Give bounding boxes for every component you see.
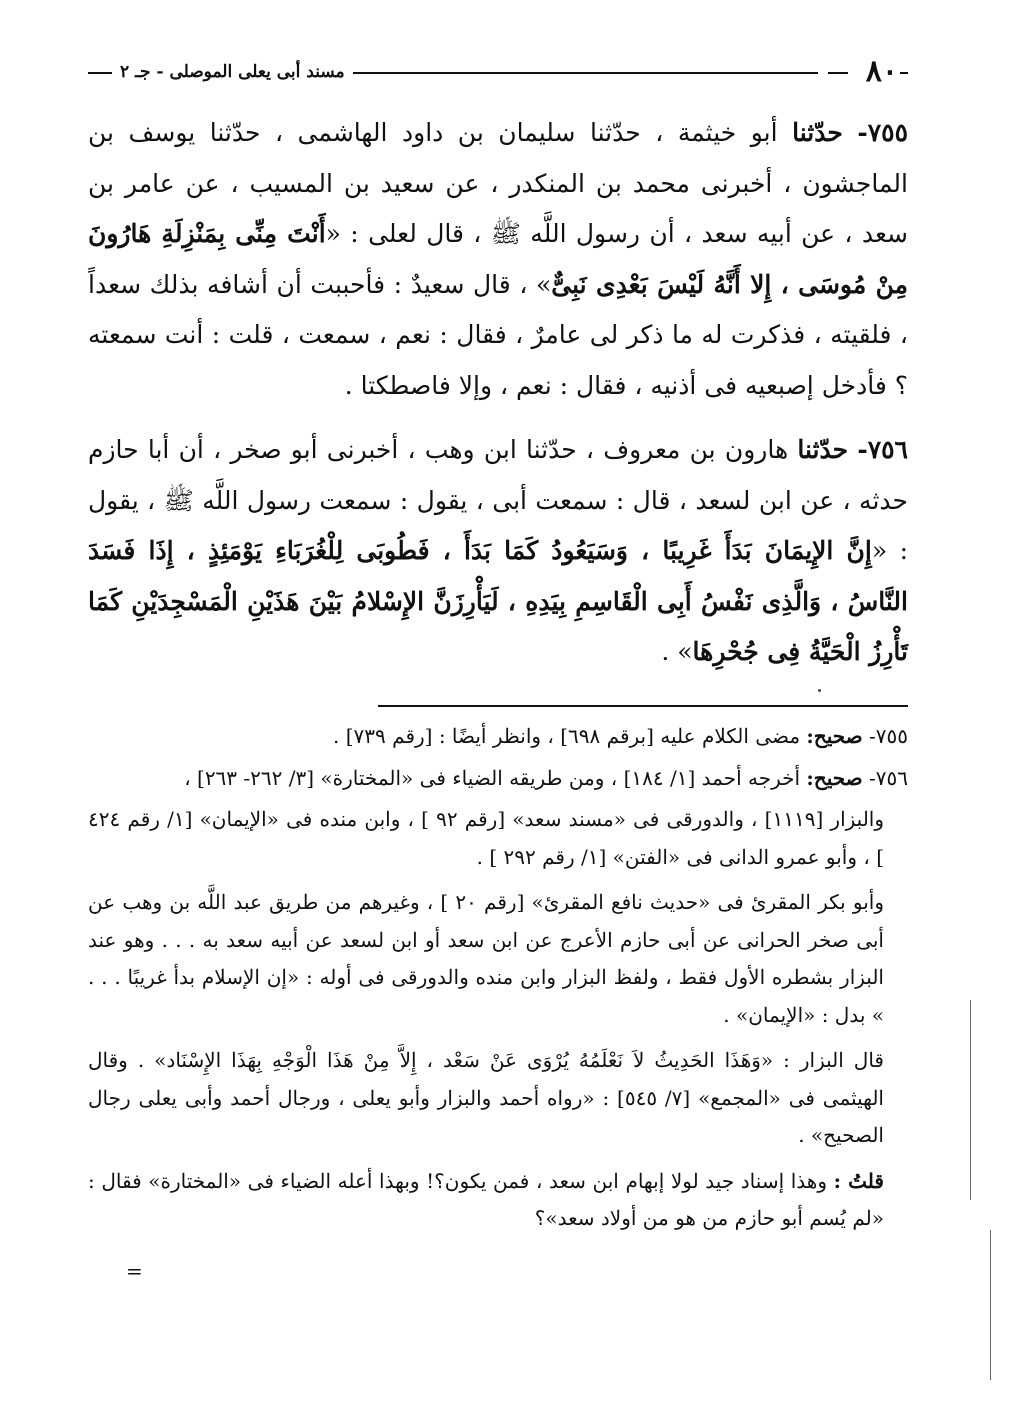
footnote-note-text: وهذا إسناد جيد لولا إبهام ابن سعد ، فمن يكون؟! وبهذا أعله الضياء فى «المختارة» فقال : «لم يُسم أبو حازم من هو من أولاد سعد»؟ xyxy=(88,1168,884,1230)
main-text xyxy=(88,108,908,692)
scan-margin-line xyxy=(990,1230,991,1380)
header-dash-left xyxy=(88,72,112,74)
footnote-756 xyxy=(88,760,908,798)
footnote-text: مضى الكلام عليه [برقم ٦٩٨] ، وانظر أيضًا : [رقم ٧٣٩] . xyxy=(333,724,801,748)
scan-dot xyxy=(818,689,821,692)
hadith-756 xyxy=(88,425,908,678)
hadith-quote: إِنَّ الإِيمَانَ بَدَأَ غَرِيبًا ، وَسَيَعُودُ كَمَا بَدَأَ ، فَطُوبَى لِلْغُرَبَاءِ يَوْمَئِذٍ ، إِذَا فَسَدَ النَّاسُ ، وَالَّذِى نَفْسُ أَبِى الْقَاسِمِ بِيَدِهِ ، لَيَأْرِزَنَّ الإِسْلامُ بَيْنَ هَذَيْنِ الْمَسْجِدَيْنِ كَمَا تَأْرِزُ الْحَيَّةُ فِى جُحْرِهَا xyxy=(88,536,908,666)
page-number: ٨٠ xyxy=(865,54,898,89)
footnote-note-label: قلتُ : xyxy=(833,1168,884,1193)
footnote-separator xyxy=(378,705,908,707)
footnote-number: ٧٥٦- xyxy=(869,765,908,790)
header-rule xyxy=(353,72,818,74)
footnote-756-para-4 xyxy=(88,1163,908,1238)
footnote-756-para-3: قال البزار : «وَهَذَا الحَدِيثُ لاَ نَعْلَمُهُ يُرْوَى عَنْ سَعْد ، إِلاَّ مِنْ هَذَا الْوَجْهِ بِهَذَا الإِسْنَاد» . وقال الهيثمى فى «المجمع» [٧/ ٥٤٥] : «رواه أحمد والبزار وأبو يعلى ، ورجال أحمد وأبى يعلى رجال الصحيح» . xyxy=(88,1048,884,1147)
hadith-chain: أبو خيثمة ، حدّثنا سليمان بن داود الهاشمى ، حدّثنا يوسف بن الماجشون ، أخبرنى محمد بن المنكدر ، عن سعيد بن المسيب ، عن عامر بن سعد ، عن أبيه سعد ، أن رسول اللَّه ﷺ ، قال لعلى : « xyxy=(88,118,908,248)
continuation-mark: = xyxy=(126,1259,143,1283)
hadith-755 xyxy=(88,108,908,411)
running-title: مسند أبى يعلى الموصلى - جـ ٢ xyxy=(120,62,345,82)
footnote-number: ٧٥٥- xyxy=(869,724,908,748)
footnote-756-para-2: وأبو بكر المقرئ فى «حديث نافع المقرئ» [رقم ٢٠ ] ، وغيرهم من طريق عبد اللَّه بن وهب عن أبى صخر الحرانى عن أبى حازم الأعرج عن ابن سعد أو ابن لسعد عن أبيه سعد به . . . وهو عند البزار بشطره الأول فقط ، ولفظ البزار وابن منده والدورقى فى أوله : «إن الإسلام بدأ غريبًا . . . » بدل : «الإيمان» . xyxy=(88,890,884,1027)
footnote-755 xyxy=(88,718,908,756)
hadith-continuation: » . xyxy=(661,637,693,666)
footnote-756-sources: والبزار [١١١٩] ، والدورقى فى «مسند سعد» [رقم ٩٢ ] ، وابن منده فى «الإيمان» [١/ رقم ٤٢٤ ] ، وأبو عمرو الدانى فى «الفتن» [١/ رقم ٢٩٢ ] . xyxy=(88,807,885,869)
footnote-grade: صحيح: xyxy=(806,765,863,790)
footnotes xyxy=(88,718,908,1242)
footnote-grade: صحيح: xyxy=(806,724,863,748)
hadith-number: ٧٥٥- xyxy=(857,118,909,147)
hadith-lead: حدّثنا xyxy=(797,435,849,464)
footnote-text: أخرجه أحمد [١/ ١٨٤] ، ومن طريقه الضياء فى «المختارة» [٣/ ٢٦٢- ٢٦٣] ، xyxy=(184,765,801,790)
header-dash-after-number xyxy=(828,72,848,74)
header-dash-right xyxy=(900,72,908,74)
page-header xyxy=(88,52,908,92)
hadith-number: ٧٥٦- xyxy=(857,435,908,464)
hadith-quote: أَنْتَ مِنِّى بِمَنْزِلَةِ هَارُونَ مِنْ مُوسَى ، إِلا أَنَّهُ لَيْسَ بَعْدِى نَبِىٌّ xyxy=(88,219,908,299)
hadith-chain: هارون بن معروف ، حدّثنا ابن وهب ، أخبرنى أبو صخر ، أن أبا حازم حدثه ، عن ابن لسعد ، قال : سمعت أبى ، يقول : سمعت رسول اللَّه ﷺ ، يقول : « xyxy=(88,435,908,565)
hadith-continuation: » ، قال سعيدٌ : فأحببت أن أشافه بذلك سعداً ، فلقيته ، فذكرت له ما ذكر لى عامرٌ ، فقال : نعم ، سمعت ، قلت : أنت سمعته ؟ فأدخل إصبعيه فى أذنيه ، فقال : نعم ، وإلا فاصطكتا . xyxy=(88,269,908,400)
scan-margin-line xyxy=(970,1000,971,1200)
hadith-lead: حدّثنا xyxy=(792,118,843,147)
